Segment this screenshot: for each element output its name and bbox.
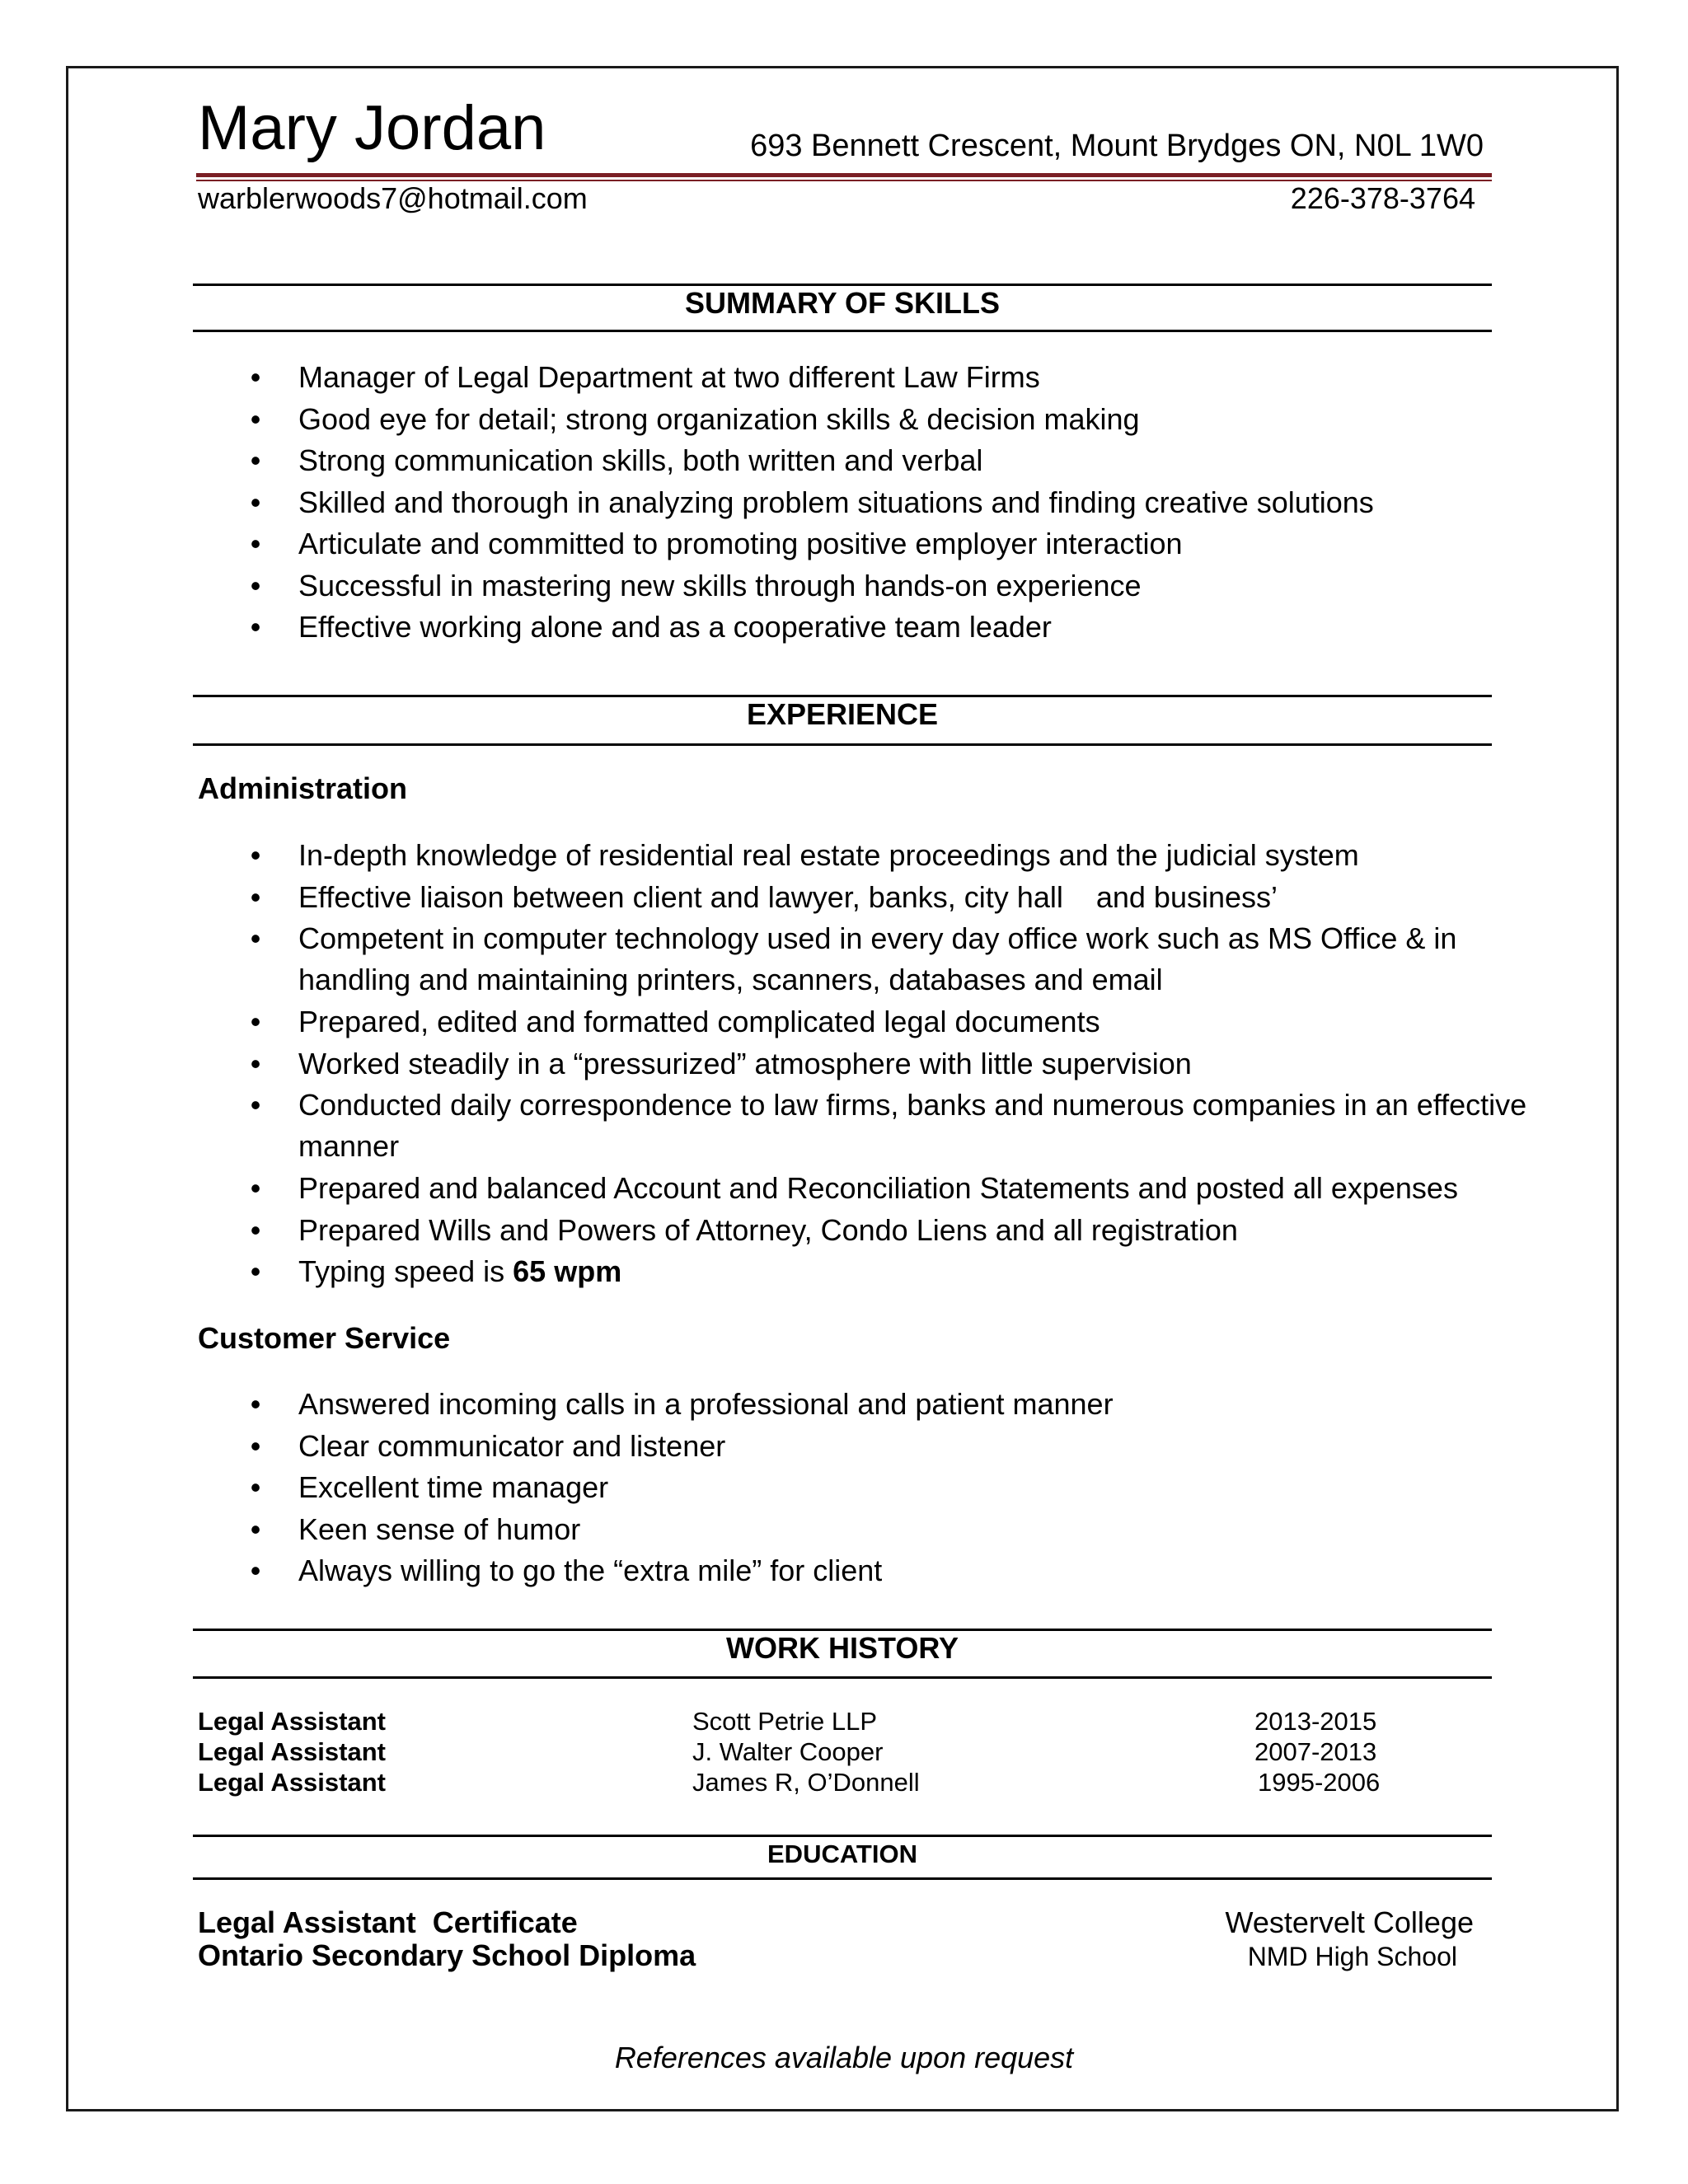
references-note: References available upon request <box>614 2041 1074 2074</box>
list-item: • Keen sense of humor <box>247 1509 1114 1551</box>
list-item: • Conducted daily correspondence to law firms, banks and numerous companies in an effective manner <box>247 1085 1535 1168</box>
candidate-name: Mary Jordan <box>198 93 546 163</box>
list-item: • Answered incoming calls in a professional and patient manner <box>247 1384 1114 1426</box>
address: 693 Bennett Crescent, Mount Brydges ON, N0L 1W0 <box>750 129 1484 163</box>
bullet-icon: • <box>250 879 261 914</box>
divider <box>193 1676 1492 1679</box>
bullet-icon: • <box>250 1171 261 1205</box>
years: 2013-2015 <box>1254 1707 1377 1736</box>
degree: Legal Assistant Certificate <box>198 1905 578 1939</box>
bullet-icon: • <box>250 485 261 519</box>
divider <box>193 1877 1492 1880</box>
bullet-icon: • <box>250 401 261 436</box>
school: Westervelt College <box>1225 1905 1474 1939</box>
list-item: • Skilled and thorough in analyzing problem situations and finding creative solutions <box>247 482 1374 524</box>
list-item: • In-depth knowledge of residential real estate proceedings and the judicial system <box>247 835 1535 877</box>
experience-title: EXPERIENCE <box>746 697 939 731</box>
list-item: • Prepared and balanced Account and Reconciliation Statements and posted all expenses <box>247 1168 1535 1210</box>
divider <box>193 743 1492 746</box>
bullet-icon: • <box>250 838 261 872</box>
email: warblerwoods7@hotmail.com <box>198 181 588 215</box>
list-item: • Prepared Wills and Powers of Attorney, Condo Liens and all registration <box>247 1210 1535 1252</box>
list-item: • Worked steadily in a “pressurized” atmosphere with little supervision <box>247 1043 1535 1085</box>
bullet-icon: • <box>250 1511 261 1546</box>
list-item: • Effective liaison between client and lawyer, banks, city hall and business’ <box>247 877 1535 919</box>
list-item: • Clear communicator and listener <box>247 1426 1114 1468</box>
list-item: • Competent in computer technology used in every day office work such as MS Office & in handling and maintaining printers, scanners, databases and email <box>247 918 1535 1001</box>
bullet-icon: • <box>250 568 261 602</box>
administration-heading: Administration <box>198 771 408 805</box>
job-title: Legal Assistant <box>198 1768 386 1797</box>
list-item: • Strong communication skills, both written and verbal <box>247 440 1374 482</box>
bullet-icon: • <box>250 1554 261 1587</box>
table-row <box>198 1767 1409 1797</box>
header-rule-thick <box>196 173 1492 177</box>
bullet-icon: • <box>250 1212 261 1247</box>
bullet-icon: • <box>250 1005 261 1038</box>
bullet-icon: • <box>250 1088 261 1122</box>
work-history-title: WORK HISTORY <box>725 1631 959 1665</box>
bullet-icon: • <box>250 921 261 955</box>
list-item: • Typing speed is 65 wpm <box>247 1251 1535 1293</box>
list-item: • Excellent time manager <box>247 1467 1114 1509</box>
school: NMD High School <box>1247 1942 1457 1971</box>
company: Scott Petrie LLP <box>692 1707 878 1736</box>
divider <box>193 330 1492 332</box>
list-item: • Articulate and committed to promoting positive employer interaction <box>247 523 1374 565</box>
list-item: • Prepared, edited and formatted complicated legal documents <box>247 1001 1535 1043</box>
bullet-icon: • <box>250 1470 261 1504</box>
years: 2007-2013 <box>1254 1737 1377 1766</box>
divider <box>193 1835 1492 1837</box>
degree: Ontario Secondary School Diploma <box>198 1938 696 1972</box>
bullet-icon: • <box>250 527 261 560</box>
bullet-icon: • <box>250 1387 261 1421</box>
bullet-icon: • <box>250 1254 261 1288</box>
list-item: • Manager of Legal Department at two different Law Firms <box>247 357 1374 399</box>
bullet-icon: • <box>250 610 261 644</box>
education-title: EDUCATION <box>767 1840 917 1868</box>
years: 1995-2006 <box>1258 1768 1381 1797</box>
table-row <box>198 1736 1409 1767</box>
job-title: Legal Assistant <box>198 1707 386 1736</box>
list-item: • Good eye for detail; strong organization skills & decision making <box>247 399 1374 441</box>
bullet-icon: • <box>250 1046 261 1080</box>
work-history-table <box>198 1706 1409 1797</box>
summary-list <box>247 357 1374 649</box>
typing-speed: 65 wpm <box>513 1254 622 1288</box>
list-item: • Always willing to go the “extra mile” for client <box>247 1550 1114 1592</box>
summary-title: SUMMARY OF SKILLS <box>684 286 1000 320</box>
bullet-icon: • <box>250 360 261 394</box>
job-title: Legal Assistant <box>198 1737 386 1766</box>
bullet-icon: • <box>250 443 261 477</box>
phone: 226-378-3764 <box>1290 181 1475 215</box>
customer-service-list <box>247 1384 1114 1592</box>
customer-service-heading: Customer Service <box>198 1321 451 1355</box>
administration-list <box>247 835 1535 1293</box>
table-row <box>198 1706 1409 1736</box>
bullet-icon: • <box>250 1428 261 1463</box>
company: J. Walter Cooper <box>692 1737 884 1766</box>
list-item: • Effective working alone and as a cooperative team leader <box>247 607 1374 649</box>
list-item: • Successful in mastering new skills through hands-on experience <box>247 565 1374 607</box>
company: James R, O’Donnell <box>692 1768 920 1797</box>
